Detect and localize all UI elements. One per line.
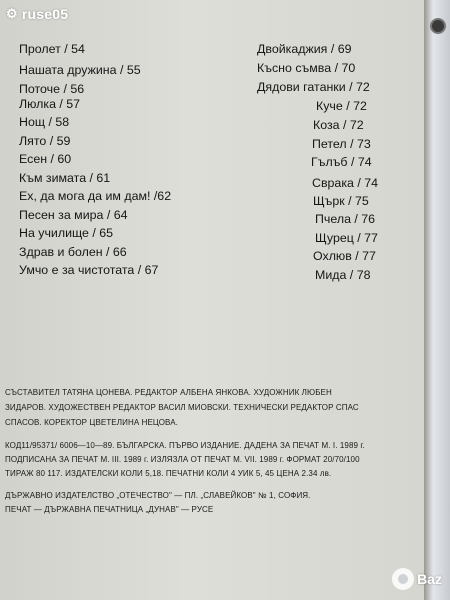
watermark-icon: ⚙ [6,6,18,21]
imprint-credits-line: СПАСОВ. КОРЕКТОР ЦВЕТЕЛИНА НЕЦОВА. [5,418,178,427]
footer-watermark-logo [392,568,442,590]
toc-entry: Здрав и болен / 66 [19,245,127,259]
toc-entry: Люлка / 57 [19,97,81,111]
toc-entry: Петел / 73 [312,137,371,151]
toc-entry: Пчела / 76 [315,212,376,226]
toc-entry: Куче / 72 [316,99,367,113]
toc-entry: Гълъб / 74 [311,155,372,169]
toc-entry: Поточе / 56 [19,82,85,96]
logo-bubble-icon [392,568,414,590]
toc-entry: Лято / 59 [19,134,71,148]
imprint-credits-line: ЗИДАРОВ. ХУДОЖЕСТВЕН РЕДАКТОР ВАСИЛ МИОВСКИ. ТЕХНИЧЕСКИ РЕДАКТОР СПАС [5,403,359,412]
imprint-print-line: ПОДПИСАНА ЗА ПЕЧАТ М. III. 1989 г. ИЗЛЯЗЛА ОТ ПЕЧАТ М. VII. 1989 г. ФОРМАТ 20/70/100 [5,455,360,464]
page-edge-strip [424,0,450,600]
footer-watermark-text: Baz [417,571,442,587]
toc-entry: Дядови гатанки / 72 [257,80,370,94]
toc-entry: Двойкаджия / 69 [257,42,352,56]
toc-entry: Нашата дружина / 55 [19,63,141,77]
toc-entry: Охлюв / 77 [313,249,376,263]
toc-entry: Късно съмва / 70 [257,61,356,75]
toc-entry: Умчо е за чистотата / 67 [19,263,159,277]
imprint-publisher-line: ПЕЧАТ — ДЪРЖАВНА ПЕЧАТНИЦА „ДУНАВ" — РУСЕ [5,505,214,514]
binding-ring-icon [430,18,446,34]
watermark-text: ruse05 [21,6,69,22]
toc-entry: Пролет / 54 [19,42,85,56]
toc-entry: Сврака / 74 [312,176,379,190]
toc-entry: Щурец / 77 [315,231,378,245]
toc-entry: Есен / 60 [19,152,72,166]
toc-entry: На училище / 65 [19,226,114,240]
toc-entry: Песен за мира / 64 [19,208,128,222]
imprint-print-line: КОД11/95371/ 6006—10—89. БЪЛГАРСКА. ПЪРВО ИЗДАНИЕ. ДАДЕНА ЗА ПЕЧАТ М. I. 1989 г. [5,441,365,450]
toc-entry: Ех, да мога да им дам! /62 [19,189,172,203]
imprint-publisher-line: ДЪРЖАВНО ИЗДАТЕЛСТВО „ОТЕЧЕСТВО" — ПЛ. „СЛАВЕЙКОВ" № 1, СОФИЯ. [5,491,311,500]
toc-entry: Коза / 72 [313,118,364,132]
watermark [6,6,68,22]
toc-entry: Нощ / 58 [19,115,70,129]
toc-entry: Мида / 78 [315,268,371,282]
toc-entry: Щърк / 75 [313,194,369,208]
imprint-credits-line: СЪСТАВИТЕЛ ТАТЯНА ЦОНЕВА. РЕДАКТОР АЛБЕНА ЯНКОВА. ХУДОЖНИК ЛЮБЕН [5,388,332,397]
imprint-print-line: ТИРАЖ 80 117. ИЗДАТЕЛСКИ КОЛИ 5,18. ПЕЧАТНИ КОЛИ 4 УИК 5, 45 ЦЕНА 2.34 лв. [5,469,332,478]
toc-entry: Към зимата / 61 [19,171,111,185]
